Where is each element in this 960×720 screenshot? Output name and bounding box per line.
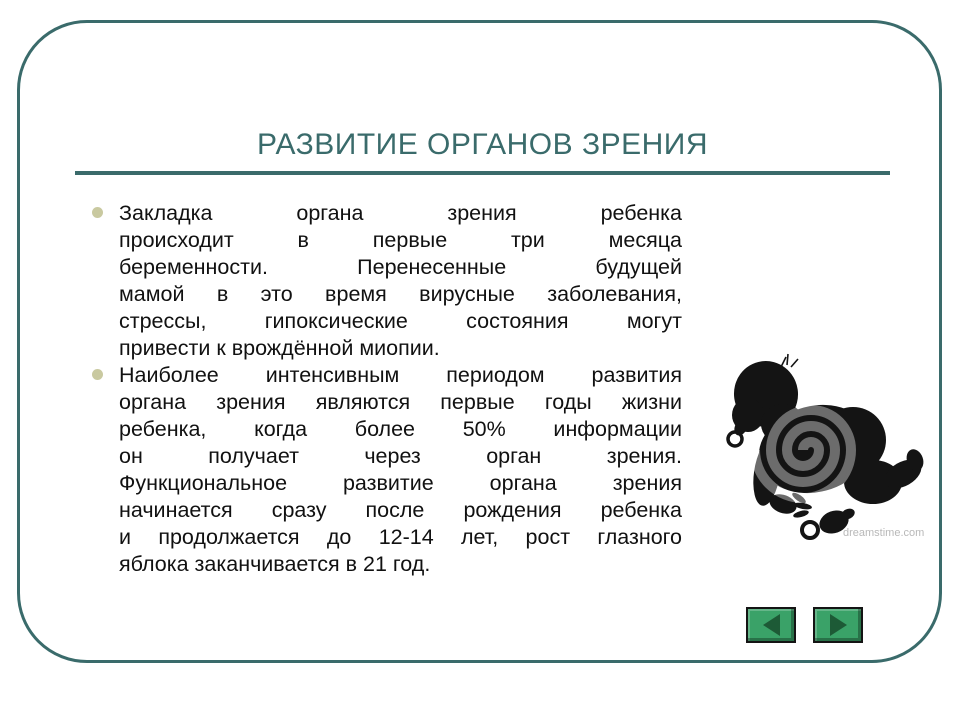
bullet-text-line: Функциональное развитие органа зрения: [119, 471, 682, 495]
bullet-text-line: мамой в это время вирусные заболевания,: [119, 282, 682, 306]
bullet-marker: [92, 369, 103, 380]
right-arrow-icon: [830, 614, 847, 636]
bullet-text-line: и продолжается до 12-14 лет, рост глазного: [119, 525, 682, 549]
crawling-baby-silhouette-image: [703, 352, 946, 574]
bullet-item: [92, 200, 683, 362]
bullet-text-line: стрессы, гипоксические состояния могут: [119, 309, 682, 333]
bullet-text-line: он получает через орган зрения.: [119, 444, 682, 468]
title-underline: [75, 171, 890, 175]
bullet-marker: [92, 207, 103, 218]
previous-slide-button[interactable]: [746, 607, 796, 643]
bullet-text: [119, 200, 682, 362]
bullet-text-line: происходит в первые три месяца: [119, 228, 682, 252]
bullet-text-line: начинается сразу после рождения ребенка: [119, 498, 682, 522]
watermark-text: dreamstime.com: [843, 527, 925, 539]
bullet-text-line: привести к врождённой миопии.: [119, 336, 440, 360]
bullet-text-line: Закладка органа зрения ребенка: [119, 201, 682, 225]
bullet-text-line: беременности. Перенесенные будущей: [119, 255, 682, 279]
bullet-text: [119, 362, 682, 578]
left-arrow-icon: [763, 614, 780, 636]
slide-title: РАЗВИТИЕ ОРГАНОВ ЗРЕНИЯ: [256, 128, 709, 161]
bullet-text-line: органа зрения являются первые годы жизни: [119, 390, 682, 414]
bullet-item: [92, 362, 683, 578]
next-slide-button[interactable]: [813, 607, 863, 643]
bullet-text-line: яблока заканчивается в 21 год.: [119, 552, 431, 576]
bullet-text-line: ребенка, когда более 50% информации: [119, 417, 682, 441]
bullet-list: [92, 200, 683, 578]
bullet-text-line: Наиболее интенсивным периодом развития: [119, 363, 682, 387]
baby-silhouette-icon: [728, 354, 926, 538]
